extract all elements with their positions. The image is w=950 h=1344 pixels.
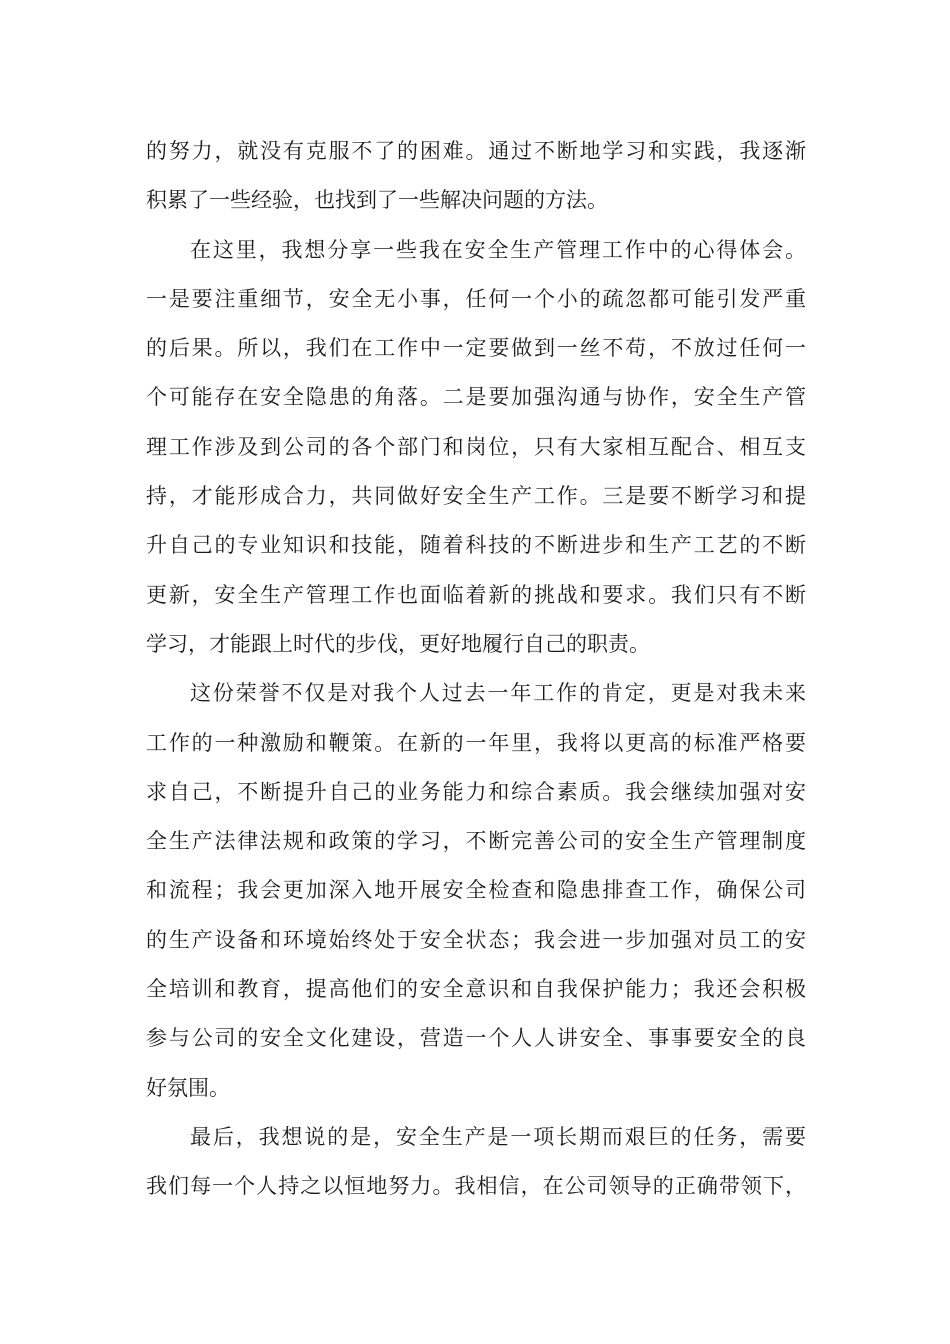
- text-line: 个可能存在安全隐患的角落。二是要加强沟通与协作，安全生产管: [146, 385, 806, 410]
- text-line: 和流程；我会更加深入地开展安全检查和隐患排查工作，确保公司: [146, 878, 806, 903]
- text-line: 的生产设备和环境始终处于安全状态；我会进一步加强对员工的安: [146, 927, 806, 952]
- text-line: 学习，才能跟上时代的步伐，更好地履行自己的职责。: [146, 631, 650, 656]
- body-text: [146, 127, 806, 1212]
- text-line: 持，才能形成合力，共同做好安全生产工作。三是要不断学习和提: [146, 484, 806, 509]
- text-line: 的后果。所以，我们在工作中一定要做到一丝不苟，不放过任何一: [146, 336, 806, 361]
- text-line: 理工作涉及到公司的各个部门和岗位，只有大家相互配合、相互支: [146, 434, 806, 459]
- text-line: 在这里，我想分享一些我在安全生产管理工作中的心得体会。: [190, 237, 806, 262]
- text-line: 参与公司的安全文化建设，营造一个人人讲安全、事事要安全的良: [146, 1026, 806, 1051]
- text-line: 好氛围。: [146, 1075, 230, 1100]
- text-line: 全培训和教育，提高他们的安全意识和自我保护能力；我还会积极: [146, 977, 806, 1002]
- text-line: 一是要注重细节，安全无小事，任何一个小的疏忽都可能引发严重: [146, 286, 806, 311]
- text-line: 求自己，不断提升自己的业务能力和综合素质。我会继续加强对安: [146, 779, 806, 804]
- text-line: 这份荣誉不仅是对我个人过去一年工作的肯定，更是对我未来: [190, 681, 806, 706]
- text-line: 的努力，就没有克服不了的困难。通过不断地学习和实践，我逐渐: [146, 139, 806, 163]
- text-line: 工作的一种激励和鞭策。在新的一年里，我将以更高的标准严格要: [146, 730, 806, 755]
- text-line: 升自己的专业知识和技能，随着科技的不断进步和生产工艺的不断: [146, 533, 806, 558]
- text-line: 积累了一些经验，也找到了一些解决问题的方法。: [146, 188, 608, 213]
- text-line: 我们每一个人持之以恒地努力。我相信，在公司领导的正确带领下，: [146, 1174, 806, 1199]
- text-line: 最后，我想说的是，安全生产是一项长期而艰巨的任务，需要: [190, 1124, 806, 1149]
- text-line: 全生产法律法规和政策的学习，不断完善公司的安全生产管理制度: [146, 829, 806, 854]
- text-line: 更新，安全生产管理工作也面临着新的挑战和要求。我们只有不断: [146, 582, 806, 607]
